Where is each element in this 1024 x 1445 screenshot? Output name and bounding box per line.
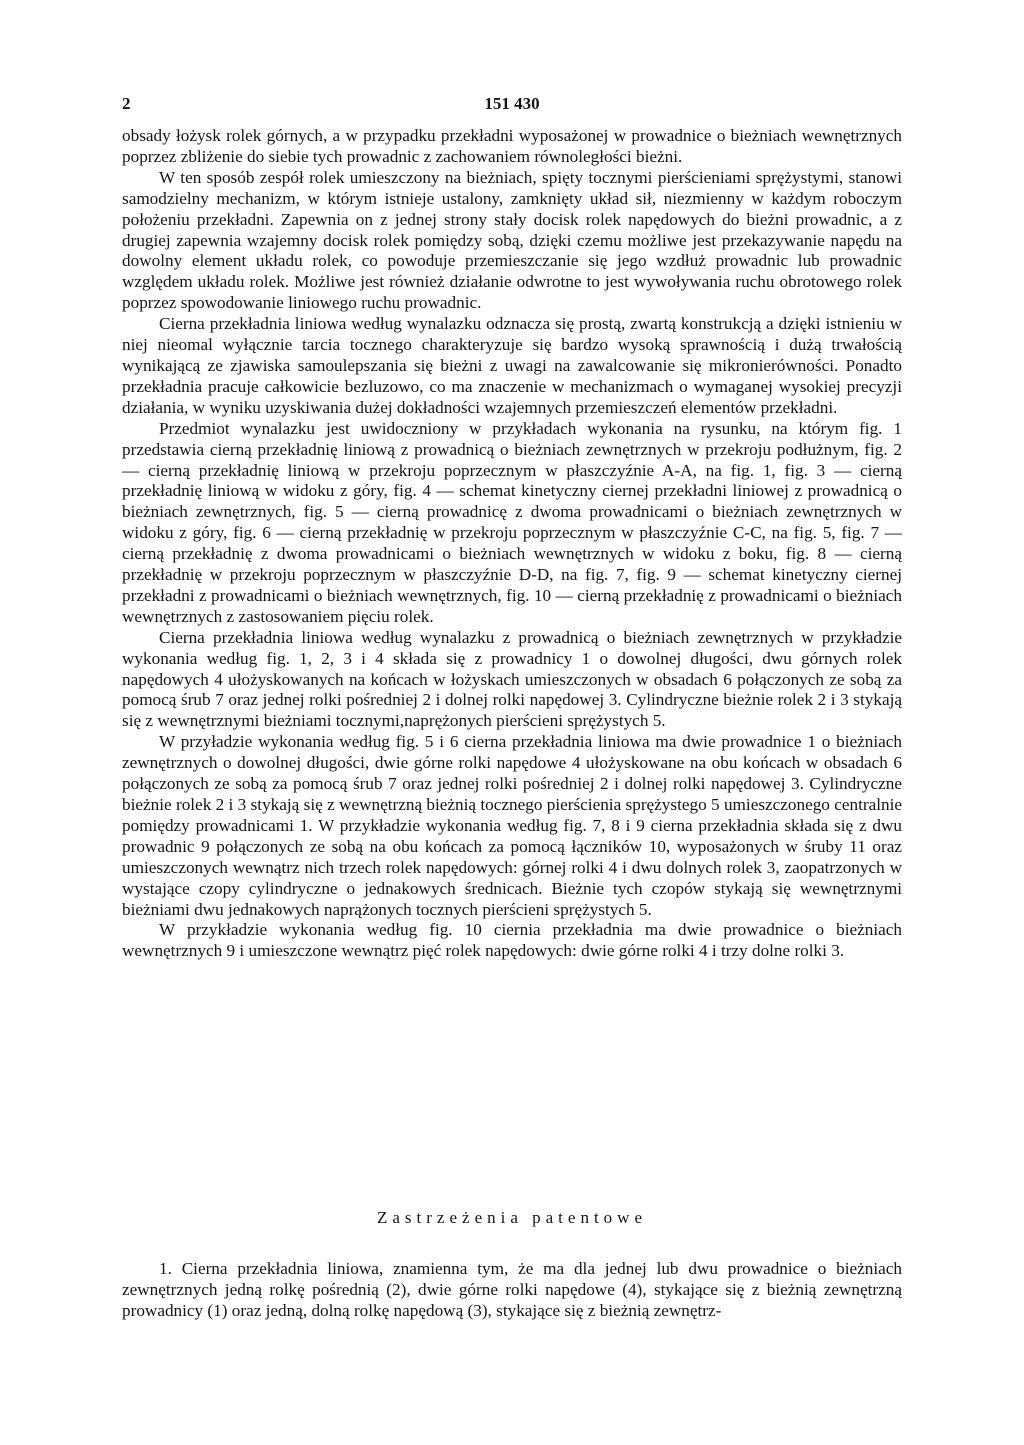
paragraph: W przyładzie wykonania według fig. 5 i 6 cierna przekładnia liniowa ma dwie prowadnice 1 o bieżniach zewnętrznych o dowolnej długości, dwie górne rolki napędowe 4 ułożyskowane na obu końcach w obsadach 6 połączonych ze sobą za pomocą śrub 7 oraz jednej rolki pośredniej 2 i dolnej rolki napędowej 3. Cylindryczne bieżnie rolek 2 i 3 stykają się z wewnętrzną bieżnią tocznego pierścienia sprężystego 5 umieszczonego centralnie pomiędzy prowadnicami 1. W przykładzie wykonania według fig. 7, 8 i 9 cierna przekładnia składa się z dwu prowadnic 9 połączonych ze sobą na obu końcach za pomocą łączników 10, wyposażonych w śruby 11 oraz umieszczonych wewnątrz nich trzech rolek napędowych: górnej rolki 4 i dwu dolnych rolek 3, zaopatrzonych w wystające czopy cylindryczne o jednakowych średnicach. Bieżnie tych czopów stykają się wewnętrznymi bieżniami dwu jednakowych naprążonych tocznych pierścieni sprężystych 5. (122, 732, 902, 919)
claims-body (122, 1258, 902, 1321)
claim-item: 1. Cierna przekładnia liniowa, znamienna tym, że ma dla jednej lub dwu prowadnice o bieżniach zewnętrznych jedną rolkę pośrednią (2), dwie górne rolki napędowe (4), stykające się z bieżnią zewnętrzną prowadnicy (1) oraz jedną, dolną rolkę napędową (3), stykające się z bieżnią zewnętrz- (122, 1259, 902, 1320)
page-header (122, 94, 902, 118)
paragraph: Cierna przekładnia liniowa według wynalazku z prowadnicą o bieżniach zewnętrznych w przykładzie wykonania według fig. 1, 2, 3 i 4 składa się z prowadnicy 1 o dowolnej długości, dwu górnych rolek napędowych 4 ułożyskowanych na końcach w łożyskach umieszczonych w obsadach 6 połączonych ze sobą za pomocą śrub 7 oraz jednej rolki pośredniej 2 i dolnej rolki napędowej 3. Cylindryczne bieżnie rolek 2 i 3 stykają się z wewnętrznymi bieżniami tocznymi,naprężonych pierścieni sprężystych 5. (122, 627, 902, 731)
paragraph: Cierna przekładnia liniowa według wynalazku odznacza się prostą, zwartą konstrukcją a dzięki istnieniu w niej nieomal wyłącznie tarcia tocznego charakteryzuje się bardzo wysoką sprawnością i dużą trwałością wynikającą ze zjawiska samoulepszania się bieżni z uwagi na zawalcowanie się mikronierówności. Ponadto przekładnia pracuje całkowicie bezluzowo, co ma znaczenie w mechanizmach o wymaganej wysokiej precyzji działania, w wyniku uzyskiwania dużej dokładności wzajemnych przemieszczeń elementów przekładni. (122, 314, 902, 417)
paragraph: W ten sposób zespół rolek umieszczony na bieżniach, spięty tocznymi pierścieniami sprężystymi, stanowi samodzielny mechanizm, w którym istnieje ustalony, zamknięty układ sił, niezmienny w każdym roboczym położeniu przekładni. Zapewnia on z jednej strony stały docisk rolek napędowych do bieżni prowadnic, a z drugiej zapewnia wzajemny docisk rolek pomiędzy sobą, dzięki czemu możliwe jest przekazywanie napędu na dowolny element układu rolek, co powoduje przemieszczanie się jego wzdłuż prowadnic lub prowadnic względem układu rolek. Możliwe jest również działanie odwrotne to jest wywoływania ruchu obrotowego rolek poprzez spowodowanie liniowego ruchu prowadnic. (122, 167, 902, 313)
description-body (122, 126, 902, 962)
paragraph: obsady łożysk rolek górnych, a w przypadku przekładni wyposażonej w prowadnice o bieżniach wewnętrznych poprzez zbliżenie do siebie tych prowadnic z zachowaniem równoległości bieżni. (122, 126, 902, 166)
paragraph: Przedmiot wynalazku jest uwidoczniony w przykładach wykonania na rysunku, na którym fig. 1 przedstawia cierną przekładnię liniową z prowadnicą o bieżniach zewnętrznych w przekroju podłużnym, fig. 2 — cierną przekładnię liniową w przekroju poprzecznym w płaszczyźnie A-A, na fig. 1, fig. 3 — cierną przekładnię liniową w widoku z góry, fig. 4 — schemat kinetyczny ciernej przekładni liniowej z prowadnicą o bieżniach zewnętrznych, fig. 5 — cierną prowadnicę z dwoma prowadnicami o bieżniach zewnętrznych w widoku z góry, fig. 6 — cierną przekładnię w przekroju poprzecznym w płaszczyźnie C-C, na fig. 5, fig. 7 — cierną przekładnię z dwoma prowadnicami o bieżniach wewnętrznych w widoku z boku, fig. 8 — cierną przekładnię w przekroju poprzecznym w płaszczyźnie D-D, na fig. 7, fig. 9 — schemat kinetyczny ciernej przekładni z prowadnicami o bieżniach wewnętrznych, fig. 10 — cierną przekładnię z prowadnicami o bieżniach wewnętrznych z zastosowaniem pięciu rolek. (122, 418, 902, 626)
claims-title: Zastrzeżenia patentowe (377, 1208, 647, 1227)
paragraph: W przykładzie wykonania według fig. 10 ciernia przekładnia ma dwie prowadnice o bieżniach wewnętrznych 9 i umieszczone wewnątrz pięć rolek napędowych: dwie górne rolki 4 i trzy dolne rolki 3. (122, 920, 902, 961)
patent-number: 151 430 (484, 94, 540, 113)
page-number: 2 (122, 94, 131, 113)
